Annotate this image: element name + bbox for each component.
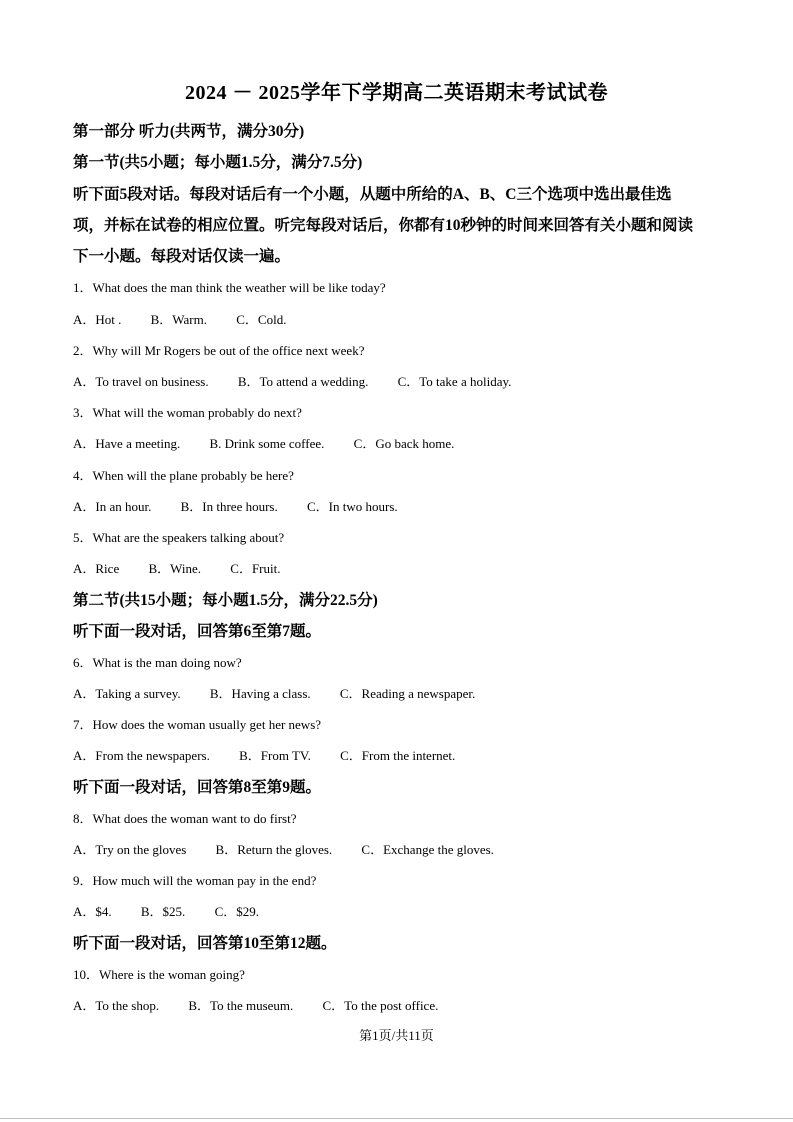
question-9: 9．How much will the woman pay in the end?	[73, 873, 317, 888]
instruction-line-1: 听下面5段对话。每段对话后有一个小题，从题中所给的A、B、C三个选项中选出最佳选	[73, 186, 672, 203]
option-c[interactable]: C．Fruit.	[230, 561, 281, 576]
option-b[interactable]: B．Wine.	[148, 561, 202, 576]
option-c[interactable]: C．$29.	[214, 904, 259, 919]
section1-heading: 第一节(共5小题；每小题1.5分，满分7.5分)	[73, 154, 363, 171]
question-10-options	[73, 995, 438, 1014]
direction-6-7: 听下面一段对话，回答第6至第7题。	[73, 623, 322, 640]
question-1: 1．What does the man think the weather will be like today?	[73, 280, 386, 295]
question-7: 7．How does the woman usually get her news?	[73, 717, 322, 732]
question-4-options	[73, 496, 398, 515]
option-c[interactable]: C．To the post office.	[322, 998, 439, 1013]
option-b[interactable]: B．Having a class.	[209, 686, 311, 701]
option-b[interactable]: B. Drink some coffee.	[209, 436, 325, 451]
question-1-options	[73, 309, 286, 328]
option-b[interactable]: B．To the museum.	[188, 998, 294, 1013]
question-8: 8．What does the woman want to do first?	[73, 811, 297, 826]
option-a[interactable]: A．Have a meeting.	[73, 436, 181, 451]
instruction-line-2: 项，并标在试卷的相应位置。听完每段对话后，你都有10秒钟的时间来回答有关小题和阅读	[73, 217, 694, 234]
part1-heading: 第一部分 听力(共两节，满分30分)	[73, 123, 305, 140]
option-b[interactable]: B．In three hours.	[180, 499, 278, 514]
option-c[interactable]: C．To take a holiday.	[397, 374, 512, 389]
page-number: 第1页/共11页	[359, 1028, 434, 1043]
question-2: 2．Why will Mr Rogers be out of the office next week?	[73, 343, 365, 358]
option-b[interactable]: B．Return the gloves.	[215, 842, 333, 857]
option-c[interactable]: C．Cold.	[236, 312, 287, 327]
instruction-line-3: 下一小题。每段对话仅读一遍。	[73, 248, 291, 265]
option-a[interactable]: A．Try on the gloves	[73, 842, 187, 857]
option-b[interactable]: B．Warm.	[150, 312, 208, 327]
option-c[interactable]: C．In two hours.	[306, 499, 398, 514]
option-a[interactable]: A．Rice	[73, 561, 120, 576]
question-10: 10．Where is the woman going?	[73, 967, 245, 982]
question-6: 6．What is the man doing now?	[73, 655, 242, 670]
option-a[interactable]: A．Taking a survey.	[73, 686, 181, 701]
option-a[interactable]: A．Hot .	[73, 312, 122, 327]
question-6-options	[73, 683, 475, 702]
question-5: 5．What are the speakers talking about?	[73, 530, 285, 545]
question-2-options	[73, 371, 511, 390]
option-c[interactable]: C．Go back home.	[353, 436, 455, 451]
option-a[interactable]: A．$4.	[73, 904, 112, 919]
question-9-options	[73, 901, 259, 920]
direction-10-12: 听下面一段对话，回答第10至第12题。	[73, 935, 337, 952]
option-c[interactable]: C．Exchange the gloves.	[361, 842, 494, 857]
question-4: 4．When will the plane probably be here?	[73, 468, 294, 483]
bottom-divider	[0, 1118, 793, 1119]
question-5-options	[73, 558, 281, 577]
page-title: 2024 － 2025学年下学期高二英语期末考试试卷	[185, 82, 608, 104]
option-c[interactable]: C．From the internet.	[340, 748, 456, 763]
question-7-options	[73, 745, 455, 764]
option-a[interactable]: A．To travel on business.	[73, 374, 209, 389]
option-a[interactable]: A．To the shop.	[73, 998, 160, 1013]
option-c[interactable]: C．Reading a newspaper.	[339, 686, 476, 701]
option-a[interactable]: A．From the newspapers.	[73, 748, 210, 763]
section2-heading: 第二节(共15小题；每小题1.5分，满分22.5分)	[73, 592, 378, 609]
direction-8-9: 听下面一段对话，回答第8至第9题。	[73, 779, 322, 796]
option-a[interactable]: A．In an hour.	[73, 499, 152, 514]
question-3-options	[73, 433, 454, 452]
option-b[interactable]: B．$25.	[140, 904, 186, 919]
option-b[interactable]: B．From TV.	[239, 748, 311, 763]
question-8-options	[73, 839, 494, 858]
option-b[interactable]: B．To attend a wedding.	[237, 374, 369, 389]
question-3: 3．What will the woman probably do next?	[73, 405, 302, 420]
